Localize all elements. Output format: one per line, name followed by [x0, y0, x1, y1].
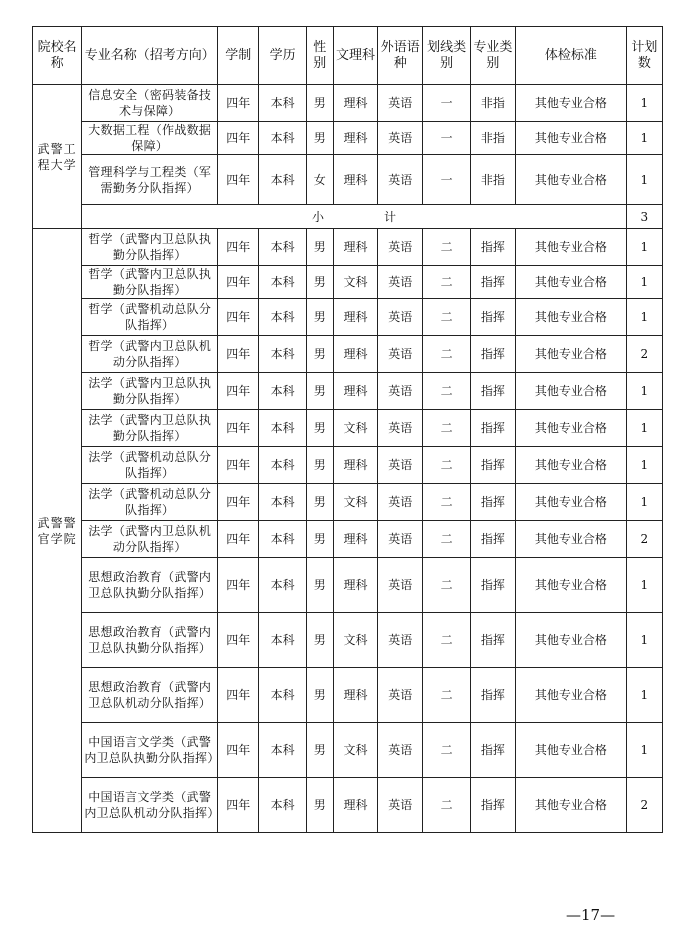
batch-cell: 二 — [423, 558, 470, 613]
medical-cell: 其他专业合格 — [516, 447, 627, 484]
medical-cell: 其他专业合格 — [516, 85, 627, 122]
language-cell: 英语 — [378, 410, 423, 447]
plan-cell: 2 — [626, 778, 662, 833]
language-cell: 英语 — [378, 336, 423, 373]
degree-cell: 本科 — [259, 155, 306, 205]
plan-cell: 1 — [626, 373, 662, 410]
plan-cell: 2 — [626, 336, 662, 373]
degree-cell: 本科 — [259, 778, 306, 833]
duration-cell: 四年 — [218, 521, 259, 558]
duration-cell: 四年 — [218, 373, 259, 410]
language-cell: 英语 — [378, 613, 423, 668]
category-cell: 指挥 — [470, 521, 515, 558]
medical-cell: 其他专业合格 — [516, 558, 627, 613]
medical-cell: 其他专业合格 — [516, 778, 627, 833]
category-cell: 指挥 — [470, 668, 515, 723]
track-cell: 理科 — [333, 229, 377, 266]
table-row — [33, 521, 663, 558]
header-category: 专业类别 — [470, 27, 515, 85]
track-cell: 理科 — [333, 521, 377, 558]
batch-cell: 二 — [423, 447, 470, 484]
category-cell: 指挥 — [470, 778, 515, 833]
category-cell: 指挥 — [470, 266, 515, 299]
header-medical: 体检标准 — [516, 27, 627, 85]
degree-cell: 本科 — [259, 336, 306, 373]
table-row — [33, 613, 663, 668]
language-cell: 英语 — [378, 299, 423, 336]
batch-cell: 二 — [423, 229, 470, 266]
school-name-cell: 武警警官学院 — [33, 229, 82, 833]
major-cell: 信息安全（密码装备技术与保障） — [82, 85, 218, 122]
plan-cell: 1 — [626, 410, 662, 447]
gender-cell: 男 — [306, 410, 333, 447]
gender-cell: 男 — [306, 558, 333, 613]
category-cell: 指挥 — [470, 613, 515, 668]
plan-cell: 1 — [626, 122, 662, 155]
language-cell: 英语 — [378, 484, 423, 521]
table-row — [33, 155, 663, 205]
category-cell: 指挥 — [470, 299, 515, 336]
language-cell: 英语 — [378, 778, 423, 833]
gender-cell: 男 — [306, 299, 333, 336]
medical-cell: 其他专业合格 — [516, 668, 627, 723]
degree-cell: 本科 — [259, 299, 306, 336]
track-cell: 文科 — [333, 723, 377, 778]
track-cell: 理科 — [333, 336, 377, 373]
duration-cell: 四年 — [218, 613, 259, 668]
gender-cell: 男 — [306, 778, 333, 833]
school-name-cell: 武警工程大学 — [33, 85, 82, 229]
language-cell: 英语 — [378, 447, 423, 484]
table-row — [33, 778, 663, 833]
batch-cell: 二 — [423, 336, 470, 373]
gender-cell: 男 — [306, 229, 333, 266]
duration-cell: 四年 — [218, 778, 259, 833]
batch-cell: 二 — [423, 266, 470, 299]
medical-cell: 其他专业合格 — [516, 410, 627, 447]
plan-cell: 2 — [626, 521, 662, 558]
duration-cell: 四年 — [218, 723, 259, 778]
batch-cell: 二 — [423, 410, 470, 447]
degree-cell: 本科 — [259, 723, 306, 778]
duration-cell: 四年 — [218, 229, 259, 266]
major-cell: 法学（武警内卫总队执勤分队指挥） — [82, 373, 218, 410]
batch-cell: 一 — [423, 155, 470, 205]
category-cell: 指挥 — [470, 410, 515, 447]
duration-cell: 四年 — [218, 558, 259, 613]
degree-cell: 本科 — [259, 266, 306, 299]
subtotal-label-a: 小 — [311, 209, 324, 224]
subtotal-label — [82, 205, 626, 229]
batch-cell: 二 — [423, 613, 470, 668]
batch-cell: 二 — [423, 521, 470, 558]
medical-cell: 其他专业合格 — [516, 373, 627, 410]
plan-cell: 1 — [626, 299, 662, 336]
major-cell: 哲学（武警内卫总队机动分队指挥） — [82, 336, 218, 373]
gender-cell: 男 — [306, 85, 333, 122]
major-cell: 思想政治教育（武警内卫总队执勤分队指挥） — [82, 613, 218, 668]
enrollment-plan-table — [32, 26, 663, 833]
plan-cell: 1 — [626, 668, 662, 723]
track-cell: 理科 — [333, 447, 377, 484]
plan-cell: 1 — [626, 85, 662, 122]
table-row — [33, 373, 663, 410]
major-cell: 哲学（武警机动总队分队指挥） — [82, 299, 218, 336]
degree-cell: 本科 — [259, 613, 306, 668]
track-cell: 文科 — [333, 484, 377, 521]
major-cell: 法学（武警机动总队分队指挥） — [82, 484, 218, 521]
header-gender: 性别 — [306, 27, 333, 85]
plan-cell: 1 — [626, 447, 662, 484]
category-cell: 指挥 — [470, 484, 515, 521]
plan-cell: 1 — [626, 558, 662, 613]
major-cell: 哲学（武警内卫总队执勤分队指挥） — [82, 266, 218, 299]
table-row — [33, 85, 663, 122]
category-cell: 非指 — [470, 85, 515, 122]
category-cell: 指挥 — [470, 447, 515, 484]
language-cell: 英语 — [378, 668, 423, 723]
degree-cell: 本科 — [259, 122, 306, 155]
medical-cell: 其他专业合格 — [516, 723, 627, 778]
major-cell: 大数据工程（作战数据保障） — [82, 122, 218, 155]
header-duration: 学制 — [218, 27, 259, 85]
gender-cell: 男 — [306, 723, 333, 778]
subtotal-row — [33, 205, 663, 229]
duration-cell: 四年 — [218, 410, 259, 447]
category-cell: 指挥 — [470, 373, 515, 410]
language-cell: 英语 — [378, 229, 423, 266]
duration-cell: 四年 — [218, 447, 259, 484]
degree-cell: 本科 — [259, 410, 306, 447]
category-cell: 非指 — [470, 155, 515, 205]
category-cell: 指挥 — [470, 229, 515, 266]
degree-cell: 本科 — [259, 85, 306, 122]
page-number: —17— — [566, 906, 616, 924]
table-row — [33, 336, 663, 373]
language-cell: 英语 — [378, 373, 423, 410]
table-row — [33, 558, 663, 613]
category-cell: 指挥 — [470, 723, 515, 778]
track-cell: 理科 — [333, 155, 377, 205]
language-cell: 英语 — [378, 723, 423, 778]
table-row — [33, 122, 663, 155]
header-degree: 学历 — [259, 27, 306, 85]
degree-cell: 本科 — [259, 484, 306, 521]
header-language: 外语语种 — [378, 27, 423, 85]
gender-cell: 男 — [306, 521, 333, 558]
category-cell: 指挥 — [470, 558, 515, 613]
medical-cell: 其他专业合格 — [516, 613, 627, 668]
gender-cell: 男 — [306, 266, 333, 299]
duration-cell: 四年 — [218, 668, 259, 723]
gender-cell: 男 — [306, 484, 333, 521]
table-row — [33, 410, 663, 447]
subtotal-value: 3 — [626, 205, 662, 229]
table-row — [33, 266, 663, 299]
medical-cell: 其他专业合格 — [516, 229, 627, 266]
track-cell: 文科 — [333, 266, 377, 299]
medical-cell: 其他专业合格 — [516, 266, 627, 299]
track-cell: 文科 — [333, 410, 377, 447]
table-row — [33, 484, 663, 521]
major-cell: 法学（武警机动总队分队指挥） — [82, 447, 218, 484]
major-cell: 哲学（武警内卫总队执勤分队指挥） — [82, 229, 218, 266]
gender-cell: 男 — [306, 336, 333, 373]
batch-cell: 二 — [423, 668, 470, 723]
table-row — [33, 668, 663, 723]
track-cell: 文科 — [333, 613, 377, 668]
language-cell: 英语 — [378, 155, 423, 205]
track-cell: 理科 — [333, 668, 377, 723]
track-cell: 理科 — [333, 122, 377, 155]
duration-cell: 四年 — [218, 484, 259, 521]
major-cell: 管理科学与工程类（军需勤务分队指挥） — [82, 155, 218, 205]
duration-cell: 四年 — [218, 155, 259, 205]
track-cell: 理科 — [333, 85, 377, 122]
plan-cell: 1 — [626, 723, 662, 778]
major-cell: 思想政治教育（武警内卫总队执勤分队指挥） — [82, 558, 218, 613]
header-batch: 划线类别 — [423, 27, 470, 85]
table-row — [33, 299, 663, 336]
gender-cell: 男 — [306, 122, 333, 155]
track-cell: 理科 — [333, 373, 377, 410]
major-cell: 中国语言文学类（武警内卫总队执勤分队指挥） — [82, 723, 218, 778]
medical-cell: 其他专业合格 — [516, 122, 627, 155]
duration-cell: 四年 — [218, 266, 259, 299]
header-row — [33, 27, 663, 85]
batch-cell: 一 — [423, 85, 470, 122]
table-row — [33, 447, 663, 484]
language-cell: 英语 — [378, 558, 423, 613]
plan-cell: 1 — [626, 613, 662, 668]
batch-cell: 二 — [423, 373, 470, 410]
batch-cell: 一 — [423, 122, 470, 155]
major-cell: 法学（武警内卫总队执勤分队指挥） — [82, 410, 218, 447]
language-cell: 英语 — [378, 85, 423, 122]
gender-cell: 女 — [306, 155, 333, 205]
duration-cell: 四年 — [218, 299, 259, 336]
track-cell: 理科 — [333, 558, 377, 613]
medical-cell: 其他专业合格 — [516, 521, 627, 558]
category-cell: 非指 — [470, 122, 515, 155]
plan-cell: 1 — [626, 266, 662, 299]
degree-cell: 本科 — [259, 521, 306, 558]
plan-cell: 1 — [626, 484, 662, 521]
gender-cell: 男 — [306, 668, 333, 723]
degree-cell: 本科 — [259, 558, 306, 613]
medical-cell: 其他专业合格 — [516, 299, 627, 336]
degree-cell: 本科 — [259, 229, 306, 266]
medical-cell: 其他专业合格 — [516, 484, 627, 521]
batch-cell: 二 — [423, 723, 470, 778]
header-track: 文理科 — [333, 27, 377, 85]
major-cell: 思想政治教育（武警内卫总队机动分队指挥） — [82, 668, 218, 723]
duration-cell: 四年 — [218, 336, 259, 373]
category-cell: 指挥 — [470, 336, 515, 373]
medical-cell: 其他专业合格 — [516, 155, 627, 205]
duration-cell: 四年 — [218, 85, 259, 122]
gender-cell: 男 — [306, 613, 333, 668]
duration-cell: 四年 — [218, 122, 259, 155]
batch-cell: 二 — [423, 778, 470, 833]
plan-cell: 1 — [626, 155, 662, 205]
plan-cell: 1 — [626, 229, 662, 266]
header-school: 院校名称 — [33, 27, 82, 85]
degree-cell: 本科 — [259, 447, 306, 484]
table-body — [33, 85, 663, 833]
major-cell: 中国语言文学类（武警内卫总队机动分队指挥） — [82, 778, 218, 833]
language-cell: 英语 — [378, 122, 423, 155]
table-row — [33, 723, 663, 778]
batch-cell: 二 — [423, 299, 470, 336]
degree-cell: 本科 — [259, 373, 306, 410]
degree-cell: 本科 — [259, 668, 306, 723]
medical-cell: 其他专业合格 — [516, 336, 627, 373]
track-cell: 理科 — [333, 299, 377, 336]
subtotal-label-b: 计 — [384, 209, 397, 224]
language-cell: 英语 — [378, 521, 423, 558]
batch-cell: 二 — [423, 484, 470, 521]
major-cell: 法学（武警内卫总队机动分队指挥） — [82, 521, 218, 558]
language-cell: 英语 — [378, 266, 423, 299]
header-major: 专业名称（招考方向） — [82, 27, 218, 85]
track-cell: 理科 — [333, 778, 377, 833]
gender-cell: 男 — [306, 373, 333, 410]
gender-cell: 男 — [306, 447, 333, 484]
table-row — [33, 229, 663, 266]
header-plan: 计划数 — [626, 27, 662, 85]
